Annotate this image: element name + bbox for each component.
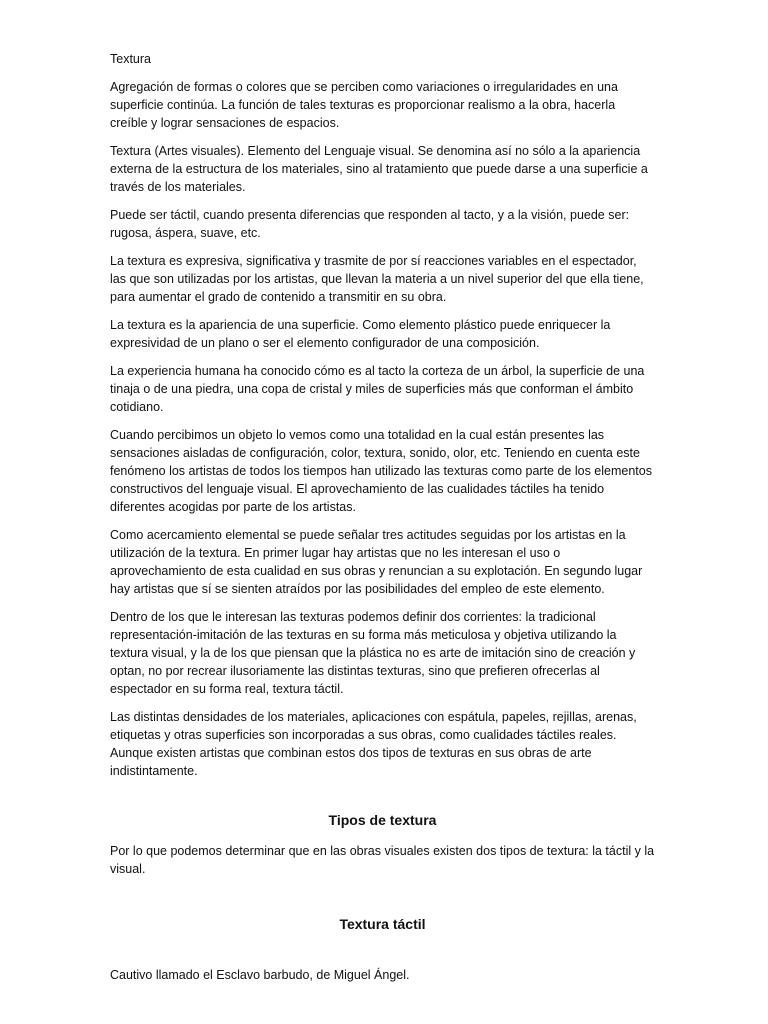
paragraph-7: Cuando percibimos un objeto lo vemos como una totalidad en la cual están presentes las sensaciones aisladas de configuración, color, textura, sonido, olor, etc. Teniendo en cuenta este fenómeno los artistas de todos los tiempos han utilizado las texturas como parte de los elementos constructivos del lenguaje visual. El aprovechamiento de las cualidades táctiles ha tenido diferentes acogidas por parte de los artistas. (110, 428, 652, 514)
section-heading-tactil: Textura táctil (339, 916, 426, 932)
paragraph-tipos: Por lo que podemos determinar que en las obras visuales existen dos tipos de textura: la táctil y la visual. (110, 844, 655, 876)
paragraph-1: Agregación de formas o colores que se perciben como variaciones o irregularidades en una superficie continúa. La función de tales texturas es proporcionar realismo a la obra, hacerla creíble y lograr sensaciones de espacios. (110, 80, 618, 130)
paragraph-3: Puede ser táctil, cuando presenta diferencias que responden al tacto, y a la visión, puede ser: rugosa, áspera, suave, etc. (110, 208, 630, 240)
paragraph-2: Textura (Artes visuales). Elemento del Lenguaje visual. Se denomina así no sólo a la apariencia externa de la estructura de los materiales, sino al tratamiento que puede darse a una superficie a través de los materiales. (110, 144, 648, 194)
document-title: Textura (110, 52, 151, 66)
document-page (110, 50, 655, 994)
paragraph-6: La experiencia humana ha conocido cómo es al tacto la corteza de un árbol, la superficie de una tinaja o de una piedra, una copa de cristal y miles de superficies más que conforman el ámbito cotidiano. (110, 364, 645, 414)
paragraph-5: La textura es la apariencia de una superficie. Como elemento plástico puede enriquecer la expresividad de un plano o ser el elemento configurador de una composición. (110, 318, 611, 350)
paragraph-10: Las distintas densidades de los materiales, aplicaciones con espátula, papeles, rejillas, arenas, etiquetas y otras superficies son incorporadas a sus obras, como cualidades táctiles reales. Aunque existen artistas que combinan estos dos tipos de texturas en sus obras de arte indistintamente. (110, 710, 637, 778)
section-heading-tipos: Tipos de textura (328, 812, 437, 828)
image-caption: Cautivo llamado el Esclavo barbudo, de Miguel Ángel. (110, 968, 410, 982)
paragraph-4: La textura es expresiva, significativa y trasmite de por sí reacciones variables en el espectador, las que son utilizadas por los artistas, que llevan la materia a un nivel superior del que ella tiene, para aumentar el grado de contenido a transmitir en su obra. (110, 254, 644, 304)
paragraph-9: Dentro de los que le interesan las texturas podemos definir dos corrientes: la tradicional representación-imitación de las texturas en su forma más meticulosa y objetiva utilizando la textura visual, y la de los que piensan que la plástica no es arte de imitación sino de creación y optan, no por recrear ilusoriamente las distintas texturas, sino que prefieren ofrecerlas al espectador en su forma real, textura táctil. (110, 610, 636, 696)
paragraph-8: Como acercamiento elemental se puede señalar tres actitudes seguidas por los artistas en la utilización de la textura. En primer lugar hay artistas que no les interesan el uso o aprovechamiento de esta cualidad en sus obras y renuncian a su explotación. En segundo lugar hay artistas que sí se sienten atraídos por las posibilidades del empleo de este elemento. (110, 528, 643, 596)
